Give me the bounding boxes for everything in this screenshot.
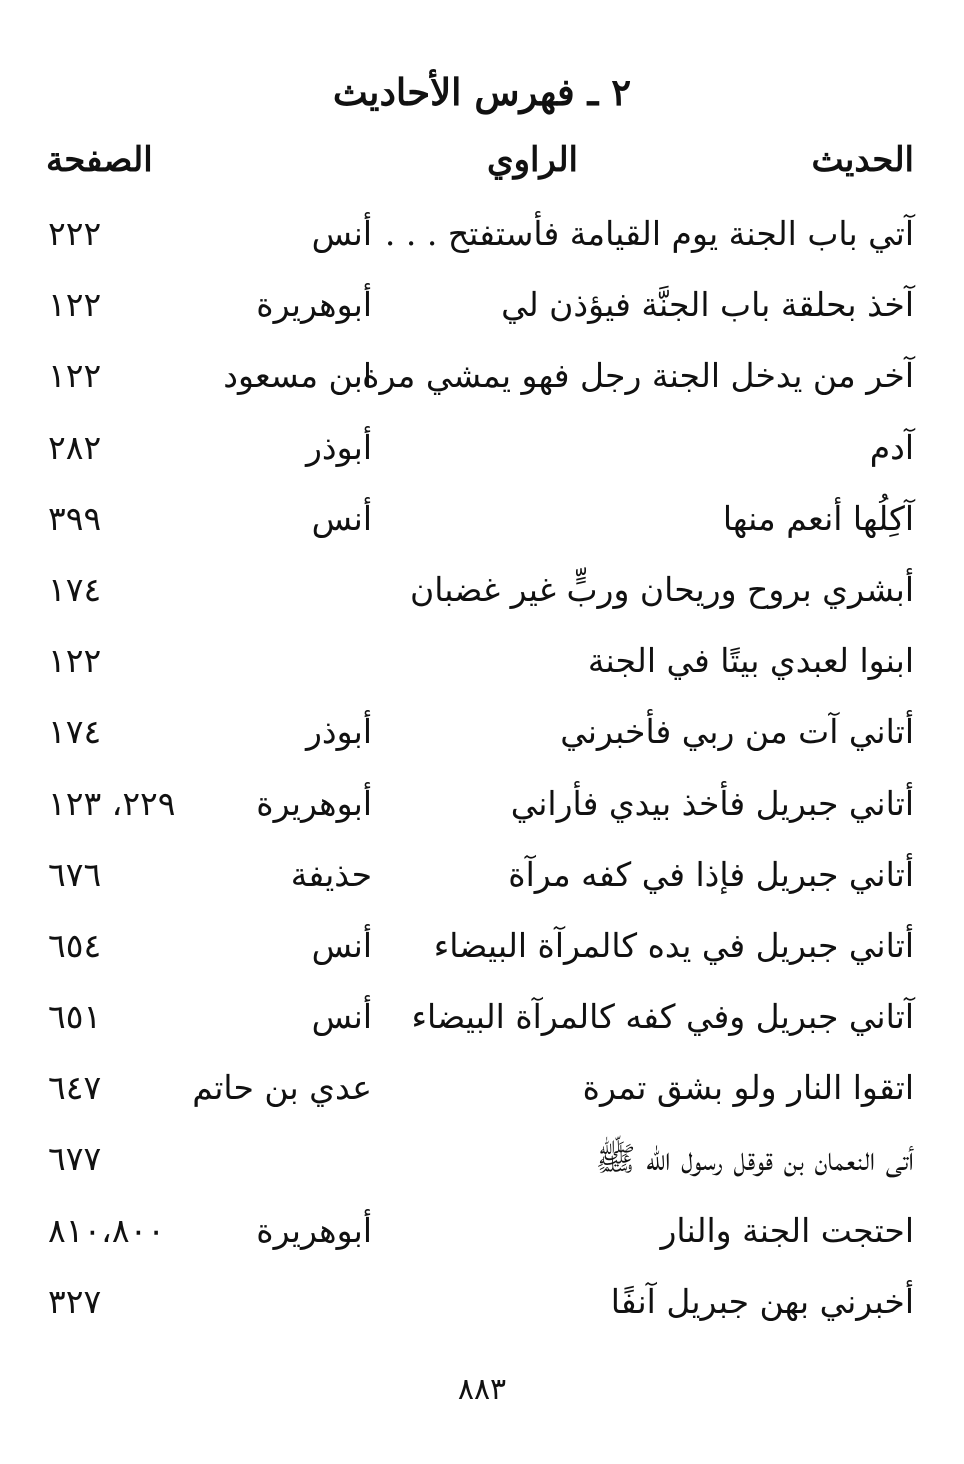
table-row <box>0 418 964 489</box>
hadith-text: احتجت الجنة والنار <box>660 1210 914 1250</box>
hadith-index-table <box>0 204 964 1343</box>
page-reference: ٦٧٦ <box>48 854 102 894</box>
narrator: أنس <box>311 214 372 253</box>
narrator: أبوذر <box>305 427 372 467</box>
hadith-text: آخذ بحلقة باب الجنَّة فيؤذن لي <box>501 285 914 325</box>
table-row <box>0 631 964 702</box>
hadith-text: آدم <box>869 427 914 467</box>
narrator: أبوهريرة <box>256 783 372 823</box>
page-title: ٢ ـ فهرس الأحاديث <box>332 70 632 114</box>
page-reference: ١٧٤ <box>48 712 102 752</box>
narrator: أبوهريرة <box>256 1210 372 1250</box>
page-reference: ٦٥٤ <box>48 925 102 965</box>
hadith-text: أخبرني بهن جبريل آنفًا <box>610 1281 914 1321</box>
table-row <box>0 702 964 773</box>
table-header <box>0 132 964 188</box>
page-reference: ٦٥١ <box>48 997 102 1037</box>
page-reference: ٨١٠،٨٠٠ <box>48 1210 165 1250</box>
page-reference: ٦٤٧ <box>48 1068 102 1108</box>
table-row <box>0 1129 964 1200</box>
page-reference: ٢٢٢ <box>48 214 102 253</box>
hadith-text: ابنوا لعبدي بيتًا في الجنة <box>587 641 914 681</box>
hadith-text: أتى النعمان بن قوقل رسول الله ﷺ <box>595 1139 914 1179</box>
table-row <box>0 1201 964 1272</box>
page-reference: ١٧٤ <box>48 569 102 609</box>
page-reference: ١٢٢ <box>48 285 102 325</box>
table-row <box>0 204 964 275</box>
hadith-text: أتاني جبريل فإذا في كفه مرآة <box>508 854 914 894</box>
page-reference: ٣٩٩ <box>48 498 102 538</box>
table-row <box>0 774 964 845</box>
table-row <box>0 916 964 987</box>
hadith-text: أتاني آت من ربي فأخبرني <box>560 712 914 752</box>
table-row <box>0 346 964 417</box>
table-row <box>0 275 964 346</box>
hadith-text: اتقوا النار ولو بشق تمرة <box>582 1068 914 1108</box>
narrator: ابن مسعود <box>223 356 372 396</box>
narrator: حذيفة <box>290 854 372 894</box>
hadith-text: آتاني جبريل وفي كفه كالمرآة البيضاء <box>411 997 914 1037</box>
page-reference: ١٢٢ <box>48 641 102 681</box>
column-header-page: الصفحة <box>46 140 153 180</box>
narrator: عدي بن حاتم <box>192 1068 372 1108</box>
hadith-text: آكِلُها أنعم منها <box>722 498 914 538</box>
page-reference: ٣٢٧ <box>48 1281 102 1321</box>
narrator: أبوذر <box>305 712 372 752</box>
table-row <box>0 1272 964 1343</box>
narrator: أنس <box>311 925 372 965</box>
hadith-text: آخر من يدخل الجنة رجل فهو يمشي مرة <box>362 356 914 396</box>
hadith-text: أتاني جبريل فأخذ بيدي فأراني <box>510 783 914 823</box>
table-row <box>0 987 964 1058</box>
column-header-narrator: الراوي <box>486 140 578 180</box>
page-number: ٨٨٣ <box>457 1372 507 1407</box>
hadith-text: أتاني جبريل في يده كالمرآة البيضاء <box>433 925 914 965</box>
narrator: أنس <box>311 498 372 538</box>
page-reference: ١٢٢ <box>48 356 102 396</box>
page-reference: ٢٨٢ <box>48 427 102 467</box>
table-row <box>0 489 964 560</box>
narrator: أبوهريرة <box>256 285 372 325</box>
table-row <box>0 1058 964 1129</box>
page-reference: ٦٧٧ <box>48 1139 102 1179</box>
hadith-text: أبشري بروح وريحان وربٍّ غير غضبان <box>409 569 914 609</box>
table-row <box>0 560 964 631</box>
column-header-hadith: الحديث <box>811 140 914 180</box>
page-reference: ٢٢٩، ١٢٣ <box>48 783 176 823</box>
table-row <box>0 845 964 916</box>
hadith-text: آتي باب الجنة يوم القيامة فأستفتح . . . <box>384 214 914 253</box>
narrator: أنس <box>311 997 372 1037</box>
